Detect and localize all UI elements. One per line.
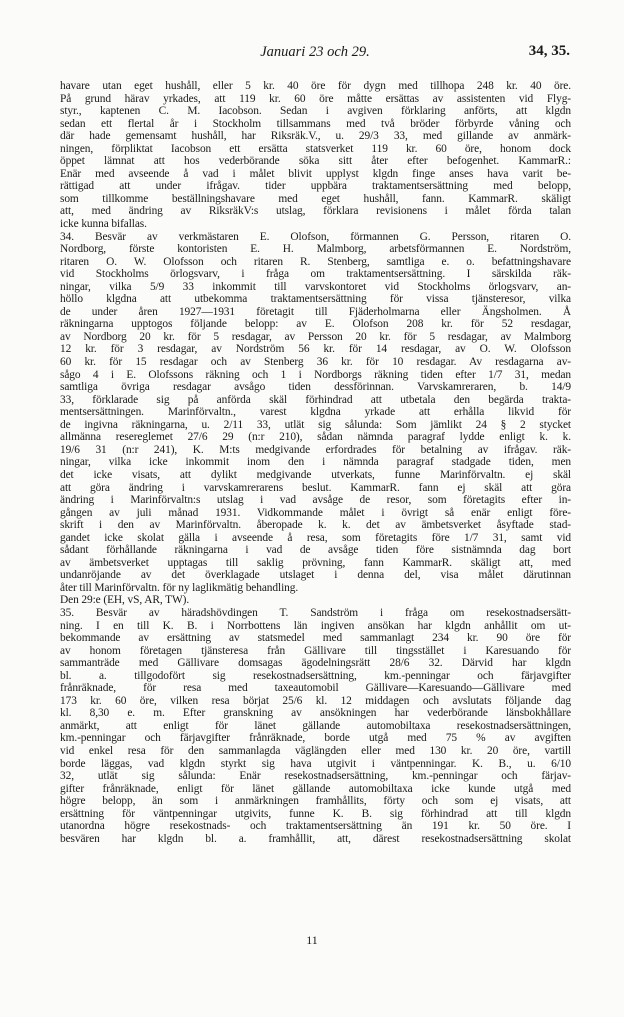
text-line: av honom företagen tjänsteresa från Gällivare till tingsstället i Karesuando för — [60, 644, 571, 657]
text-line: gifter frånräknade, enligt för länet gällande automobiltaxa icke kunde utgå med — [60, 782, 571, 795]
text-line: Enär med avseende å vad i målet blivit upplyst klgdn finge anses hava varit be- — [60, 167, 571, 180]
text-line: att, med ändring av RiksräkV:s utslag, förklara revisionens i målet förda talan — [60, 205, 571, 218]
text-line: km.-penningar och färjavgifter frånräknade, borde utgå med 75 % av avgiften — [60, 732, 571, 745]
text-line: som tillkomme beställningshavare med eget hushåll, fann. KammarR. skäligt — [60, 192, 571, 205]
folio-number: 11 — [306, 933, 318, 947]
text-line: anmärkt, att enligt för länet gällande automobiltaxa resekostnadsersättningen, — [60, 719, 571, 732]
text-line: av ämbetsverket upptagas till saklig prövning, fann KammarR. skäligt att, med — [60, 556, 571, 569]
text-line: att göra ändring i varvskamrerarens beslut. KammarR. fann ej skäl att göra — [60, 481, 571, 494]
text-line: sådant förhållande räkningarna i vad de avsåge tiden före sistnämnda dag bort — [60, 544, 571, 557]
text-line: gången av juli månad 1931. Vidkommande målet i övrigt så enär enligt före- — [60, 506, 571, 519]
text-line: 34. Besvär av verkmästaren E. Olofson, förmannen G. Persson, ritaren O. — [60, 230, 571, 243]
text-line: vid Stockholms örlogsvarv, i fråga om traktamentsersättning. I särskilda räk- — [60, 268, 571, 281]
text-line: högre belopp, än som i anmärkningen framhållits, förty och som ej visats, att — [60, 795, 571, 808]
text-line: av Nordborg 20 kr. för 5 resdagar, av Persson 20 kr. för 5 resdagar, av Malmborg — [60, 330, 571, 343]
text-line: allmänna resereglemet 27/6 29 (n:r 210), sådan nämnda paragraf lydde enligt k. k. — [60, 431, 571, 444]
text-line: rättigad att under ifrågav. tider uppbära traktamentsersättning med belopp, — [60, 180, 571, 193]
text-line: vid enkel resa för den sammanlagda väglängden eller med 130 kr. 20 öre, vartill — [60, 744, 571, 757]
text-line: det icke visats, att dylikt medgivande utverkats, funne Marinförvaltn. ej skäl — [60, 468, 571, 481]
text-line: där hade gemensamt hushåll, har Riksräk.V., u. 29/3 33, med gillande av anmärk- — [60, 130, 571, 143]
text-line: utanordna högre resekostnads- och traktamentsersättning än 191 kr. 50 öre. I — [60, 820, 571, 833]
text-line: undanröjande av det överklagade utslaget i denna del, visa målet därutinnan — [60, 569, 571, 582]
text-line: bekommande av ersättning av statsmedel med sammanlagt 234 kr. 90 öre för — [60, 632, 571, 645]
text-line: räkningarna upptogos följande belopp: av E. Olofson 208 kr. för 52 resdagar, — [60, 318, 571, 331]
text-line: 33, förklarade sig på anförda skäl förhindrad att utbetala den begärda trakta- — [60, 393, 571, 406]
text-line: sågo 4 i E. Olofssons räkning och 1 i Nordborgs räkning tiden efter 1/7 31, medan — [60, 368, 571, 381]
text-line: åter till Marinförvaltn. för ny laglikmätig behandling. — [60, 581, 299, 594]
text-line: höllo klgdna att utbekomma traktamentsersättning för vissa tjänsteresor, vilka — [60, 293, 571, 306]
text-line: 12 kr. för 3 resdagar, av Nordström 56 kr. för 14 resdagar, av O. W. Olofsson — [60, 343, 571, 356]
text-line: På grund härav yrkades, att 119 kr. 60 öre måtte ersättas av assistenten vid Flyg- — [60, 92, 571, 105]
text-line: sedan ett flertal år i Stockholm tillsammans med två bröder förbyrde våning och — [60, 117, 571, 130]
text-line: de ingivna räkningarna, u. 2/11 33, utlät sig sålunda: Som jämlikt 24 § 2 stycket — [60, 418, 571, 431]
text-line: ritaren O. W. Olofsson och ritaren R. Stenberg, samtliga e. o. befattningshavare — [60, 255, 571, 268]
text-line: 35. Besvär av häradshövdingen T. Sandström i fråga om resekostnadsersätt- — [60, 606, 571, 619]
text-line: gandet icke skolat gälla i avseende å resa, som företagits före 1/7 31, samt vid — [60, 531, 571, 544]
page-numbers: 34, 35. — [528, 43, 570, 59]
text-line: ning. I en till K. B. i Norrbottens län ingiven ansökan har klgdn anhållit om ut- — [60, 619, 571, 632]
text-line: havare utan eget hushåll, eller 5 kr. 40 öre för dygn med tillhopa 248 kr. 40 öre. — [60, 80, 571, 92]
page-header — [60, 44, 570, 66]
text-line: styr., kaptenen C. M. Iacobson. Sedan i avgiven förklaring anförts, att klgdn — [60, 105, 571, 118]
text-line: 60 kr. för 15 resdagar och av Stenberg 36 kr. för 10 resdagar. Av resdagarna av- — [60, 356, 571, 369]
text-line: frånräknade, för resa med taxeautomobil Gällivare—Karesuando—Gällivare med — [60, 682, 571, 695]
text-line: mentsersättningen. Marinförvaltn., varest klgdna yrkade att erhålla likvid för — [60, 406, 571, 419]
text-line: kl. 8,30 e. m. Efter granskning av ansökningen har vederbörande länsbokhållare — [60, 707, 571, 720]
text-line: ersättning för väntpenningar utgivits, funne K. B. sig förhindrad att till klgdn — [60, 807, 571, 820]
body-text — [60, 80, 571, 845]
text-line: Den 29:e (EH, vS, AR, TW). — [60, 594, 190, 607]
text-line: Nordborg, förste kontoristen E. H. Malmborg, arbetsförmannen E. Nordström, — [60, 243, 571, 256]
running-title: Januari 23 och 29. — [260, 44, 370, 60]
text-line: bl. a. tillgodofört sig resekostnadsersättning, km.-penningar och färjavgifter — [60, 669, 571, 682]
text-line: samtliga övriga resdagar avsågo tiden dessförinnan. Varvskamreraren, b. 14/9 — [60, 381, 571, 394]
text-line: ningar, vilka icke inkommit inom den i nämnda paragraf stadgade tiden, men — [60, 456, 571, 469]
text-line: 19/6 31 (n:r 241), K. M:ts medgivande erfordrades för betalning av ifrågav. räk- — [60, 443, 571, 456]
text-line: borde läggas, vad klgdn styrkt sig hava utgivit i väntpenningar. K. B., u. 6/10 — [60, 757, 571, 770]
text-line: de under åren 1927—1931 företagit till Fjäderholmarna eller Ängsholmen. Å — [60, 305, 571, 318]
text-line: besvären har klgdn bl. a. framhållit, att, därest resekostnadsersättning skolat — [60, 832, 571, 845]
text-line: icke kunna bifallas. — [60, 218, 147, 231]
text-line: ningar, vilka 5/9 33 inkommit till varvskontoret vid Stockholms örlogsvarv, an- — [60, 280, 571, 293]
text-line: öppet lämnat att hos vederbörande söka sitt åter efter befogenhet. KammarR.: — [60, 155, 571, 168]
text-line: skrift i den av Marinförvaltn. åberopade k. k. det av ämbetsverket åsyftade stad- — [60, 519, 571, 532]
text-line: sammanträde med Gällivare domsagas ägodelningsrätt 28/6 32. Därvid har klgdn — [60, 657, 571, 670]
text-line: ningen, förpliktat Iacobson ett ersätta statsverket 119 kr. 60 öre, honom dock — [60, 142, 571, 155]
text-line: ändring i Marinförvaltn:s utslag i vad avsåge de resor, som företagits efter in- — [60, 494, 571, 507]
text-line: 173 kr. 60 öre, vilken resa börjat 25/6 kl. 12 middagen och avslutats följande dag — [60, 694, 571, 707]
text-line: 32, utlät sig sålunda: Enär resekostnadsersättning, km.-penningar och färjav- — [60, 770, 571, 783]
